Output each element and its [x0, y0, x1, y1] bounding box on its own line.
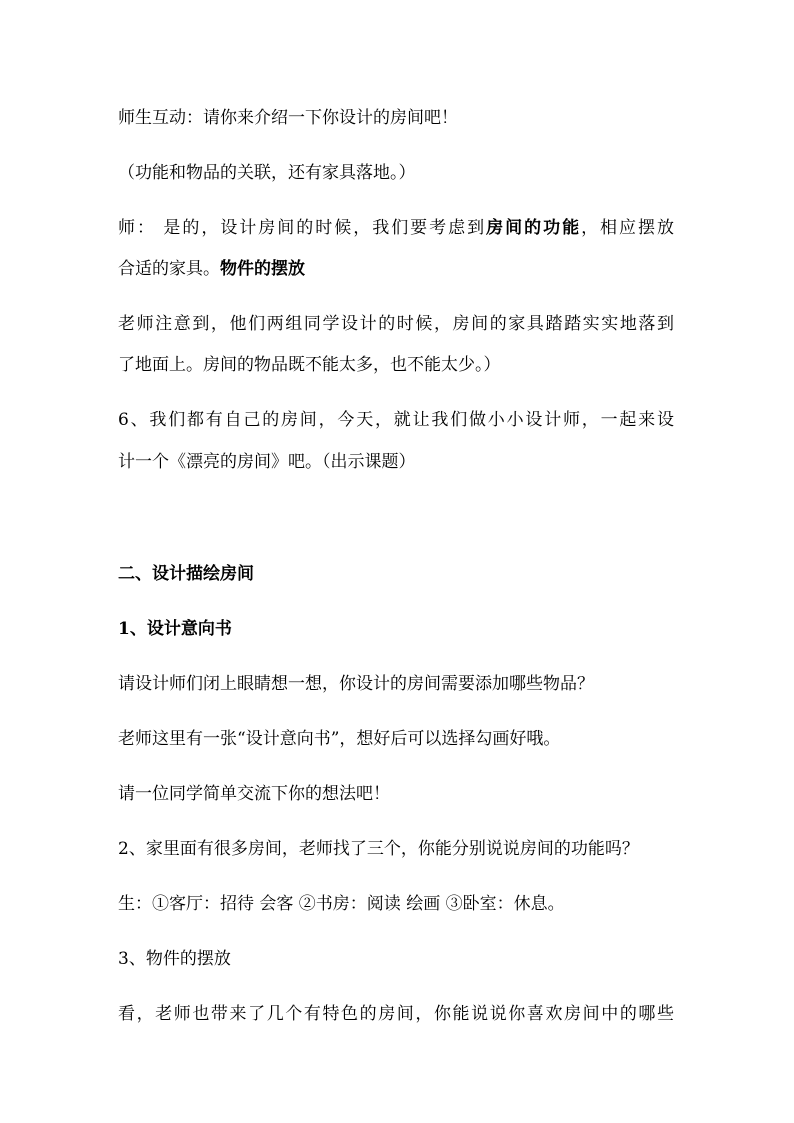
paragraph-teacher-line1	[118, 216, 674, 240]
bold-room-function: 房间的功能	[486, 218, 582, 238]
paragraph-six-line1: 6、我们都有自己的房间，今天，就让我们做小小设计师，一起来设	[118, 410, 674, 430]
section-heading: 二、设计描绘房间	[118, 564, 254, 584]
subsection-heading-3: 3、物件的摆放	[118, 949, 231, 969]
paragraph-six-line2: 计一个《漂亮的房间》吧。（出示课题）	[118, 452, 416, 472]
paragraph-worksheet: 老师这里有一张“设计意向书”，想好后可以选择勾画好哦。	[118, 729, 561, 749]
text-segment: 师： 是的，设计房间的时候，我们要考虑到	[118, 218, 487, 238]
paragraph-featured-rooms: 看，老师也带来了几个有特色的房间，你能说说你喜欢房间中的哪些	[118, 1004, 674, 1024]
text-segment: 合适的家具。	[118, 259, 220, 279]
paragraph-note: （功能和物品的关联，还有家具落地。）	[118, 163, 416, 183]
paragraph-teacher-line2	[118, 257, 305, 281]
bold-object-placement: 物件的摆放	[220, 259, 305, 279]
paragraph-student-answer: 生：①客厅：招待 会客 ②书房：阅读 绘画 ③卧室：休息。	[118, 894, 565, 914]
text-segment: ，相应摆放	[581, 218, 675, 238]
subsection-heading-1: 1、设计意向书	[118, 619, 232, 639]
paragraph-rooms-question: 2、家里面有很多房间，老师找了三个，你能分别说说房间的功能吗？	[118, 839, 639, 859]
paragraph-interaction: 师生互动：请你来介绍一下你设计的房间吧！	[118, 108, 458, 128]
paragraph-observation-line2: 了地面上。房间的物品既不能太多，也不能太少。）	[118, 355, 501, 375]
paragraph-share: 请一位同学简单交流下你的想法吧！	[118, 784, 390, 804]
paragraph-observation-line1: 老师注意到，他们两组同学设计的时候，房间的家具踏踏实实地落到	[118, 314, 674, 334]
paragraph-imagine: 请设计师们闭上眼睛想一想，你设计的房间需要添加哪些物品？	[118, 674, 594, 694]
